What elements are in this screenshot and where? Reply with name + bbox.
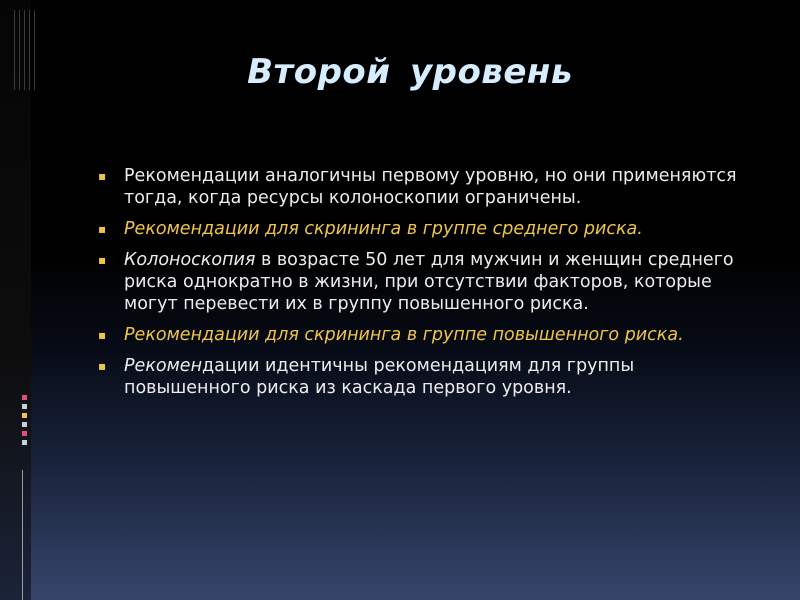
bullet-marker-icon: ▪ <box>98 253 107 267</box>
decorative-rule-line <box>22 470 23 600</box>
bullet-text: в возрасте 50 лет для мужчин и женщин среднего риска однократно в жизни, при отсутствии факторов, которые могут перевести их в группу повышенного риска. <box>124 250 734 314</box>
bullet-heading-high-risk: Рекомендации для скрининга в группе повышенного риска. <box>124 325 684 345</box>
bullet-heading-average-risk: Рекомендации для скрининга в группе среднего риска. <box>124 219 643 239</box>
slide-title: Второй уровень <box>247 52 573 92</box>
decorative-vertical-lines <box>14 10 37 90</box>
bullet-item <box>98 218 738 240</box>
bullet-lead-italic: Рекомен <box>124 356 203 376</box>
stripe-segment <box>22 431 27 436</box>
bullet-item <box>98 165 738 209</box>
bullet-item <box>98 249 738 315</box>
stripe-segment <box>22 422 27 427</box>
bullet-text: Рекомендации аналогичны первому уровню, но они применяются тогда, когда ресурсы колоноскопии ограничены. <box>124 166 737 208</box>
stripe-segment <box>22 413 27 418</box>
bullet-item <box>98 355 738 399</box>
bullet-item <box>98 324 738 346</box>
bullet-marker-icon: ▪ <box>98 169 107 183</box>
bullet-marker-icon: ▪ <box>98 328 107 342</box>
bullet-list <box>98 165 738 408</box>
stripe-segment <box>22 404 27 409</box>
bullet-text: дации идентичны рекомендациям для группы повышенного риска из каскада первого уровня. <box>124 356 635 398</box>
stripe-segment <box>22 440 27 445</box>
bullet-marker-icon: ▪ <box>98 359 107 373</box>
bullet-marker-icon: ▪ <box>98 222 107 236</box>
bullet-lead-italic: Колоноскопия <box>124 250 256 270</box>
stripe-segment <box>22 395 27 400</box>
